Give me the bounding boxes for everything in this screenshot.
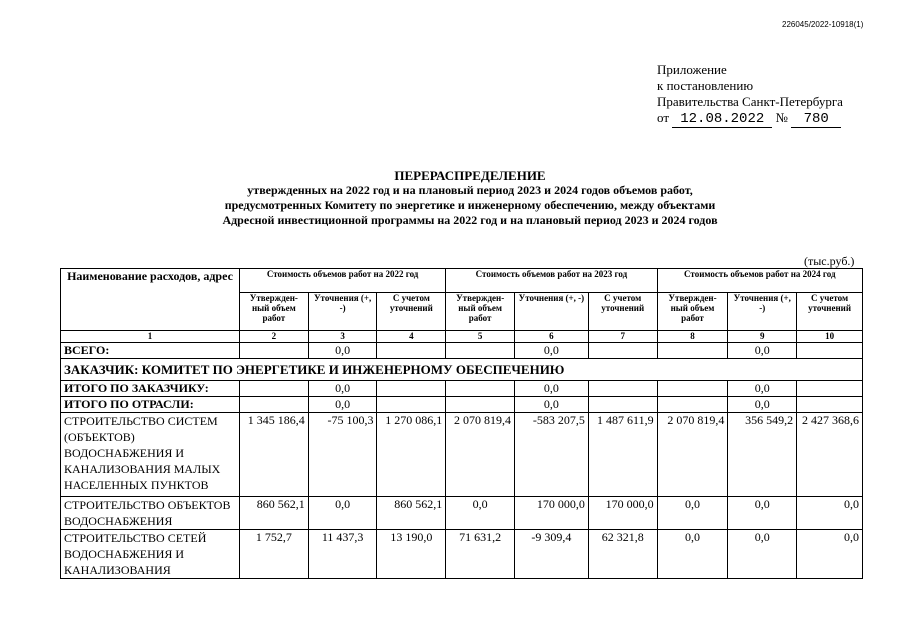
col-number: 2 <box>239 331 308 343</box>
cell <box>588 397 657 413</box>
industry-total-label: ИТОГО ПО ОТРАСЛИ: <box>61 397 240 413</box>
cell: 1 752,7 <box>239 530 308 579</box>
attachment-line2: к постановлению <box>657 78 754 93</box>
header-name: Наименование расходов, адрес <box>61 269 240 331</box>
total-label: ВСЕГО: <box>61 343 240 359</box>
sub-approved: Утвержден-ный объем работ <box>239 293 308 331</box>
cell <box>446 381 515 397</box>
cell <box>377 343 446 359</box>
cell: 13 190,0 <box>377 530 446 579</box>
cell: -75 100,3 <box>308 413 377 497</box>
sub-changes: Уточнения (+, -) <box>515 293 589 331</box>
cell: 1 345 186,4 <box>239 413 308 497</box>
cell: 356 549,2 <box>728 413 797 497</box>
units-label: (тыс.руб.) <box>804 254 855 268</box>
industry-total-row <box>61 397 863 413</box>
col-number: 7 <box>588 331 657 343</box>
total-row <box>61 343 863 359</box>
cell <box>377 397 446 413</box>
cell: 0,0 <box>446 497 515 530</box>
header-2022: Стоимость объемов работ на 2022 год <box>239 269 445 293</box>
cell: 0,0 <box>728 381 797 397</box>
table-row <box>61 413 863 497</box>
cell: 2 070 819,4 <box>446 413 515 497</box>
cell: 2 427 368,6 <box>797 413 863 497</box>
col-number: 4 <box>377 331 446 343</box>
cell: 0,0 <box>308 397 377 413</box>
col-number: 8 <box>657 331 728 343</box>
cell: 0,0 <box>308 497 377 530</box>
from-label: от <box>657 110 670 125</box>
col-number: 9 <box>728 331 797 343</box>
row-name: СТРОИТЕЛЬСТВО СИСТЕМ (ОБЪЕКТОВ) ВОДОСНАБЖЕНИЯ И КАНАЛИЗОВАНИЯ МАЛЫХ НАСЕЛЕННЫХ ПУНКТОВ <box>61 413 240 497</box>
title-line1: ПЕРЕРАСПРЕДЕЛЕНИЕ <box>394 168 546 183</box>
cell: 62 321,8 <box>588 530 657 579</box>
col-number: 6 <box>515 331 589 343</box>
cell: 170 000,0 <box>515 497 589 530</box>
col-number: 1 <box>61 331 240 343</box>
cell: 860 562,1 <box>377 497 446 530</box>
header-2023: Стоимость объемов работ на 2023 год <box>446 269 657 293</box>
cell: 0,0 <box>515 343 589 359</box>
sub-with-changes: С учетом уточнений <box>588 293 657 331</box>
cell: 0,0 <box>657 497 728 530</box>
cell <box>239 381 308 397</box>
cell: -583 207,5 <box>515 413 589 497</box>
cell: 0,0 <box>515 381 589 397</box>
cell: 0,0 <box>728 530 797 579</box>
customer-total-label: ИТОГО ПО ЗАКАЗЧИКУ: <box>61 381 240 397</box>
decree-number: 780 <box>791 111 841 128</box>
number-label: № <box>775 110 788 125</box>
row-name: СТРОИТЕЛЬСТВО ОБЪЕКТОВ ВОДОСНАБЖЕНИЯ <box>61 497 240 530</box>
col-number: 3 <box>308 331 377 343</box>
cell: 71 631,2 <box>446 530 515 579</box>
attachment-line1: Приложение <box>657 62 727 77</box>
cell <box>657 343 728 359</box>
cell: 1 270 086,1 <box>377 413 446 497</box>
cell <box>588 343 657 359</box>
document-title <box>190 168 750 228</box>
attachment-block <box>657 62 843 128</box>
col-number: 5 <box>446 331 515 343</box>
sub-changes: Уточнения (+, -) <box>308 293 377 331</box>
cell <box>239 343 308 359</box>
table-row <box>61 530 863 579</box>
title-line3: предусмотренных Комитету по энергетике и инженерному обеспечению, между объектами <box>224 198 716 212</box>
cell: 0,0 <box>797 497 863 530</box>
cell: 860 562,1 <box>239 497 308 530</box>
cell <box>588 381 657 397</box>
cell <box>797 381 863 397</box>
table-row <box>61 497 863 530</box>
sub-approved: Утвержден-ный объем работ <box>446 293 515 331</box>
cell: 0,0 <box>728 397 797 413</box>
cell <box>377 381 446 397</box>
cell <box>657 381 728 397</box>
cell: 0,0 <box>728 497 797 530</box>
cell: 170 000,0 <box>588 497 657 530</box>
cell: 0,0 <box>657 530 728 579</box>
cell <box>797 343 863 359</box>
sub-with-changes: С учетом уточнений <box>797 293 863 331</box>
cell <box>797 397 863 413</box>
sub-approved: Утвержден-ный объем работ <box>657 293 728 331</box>
attachment-line3: Правительства Санкт-Петербурга <box>657 94 843 109</box>
cell: 0,0 <box>308 343 377 359</box>
sub-with-changes: С учетом уточнений <box>377 293 446 331</box>
customer-label: ЗАКАЗЧИК: КОМИТЕТ ПО ЭНЕРГЕТИКЕ И ИНЖЕНЕРНОМУ ОБЕСПЕЧЕНИЮ <box>61 359 863 381</box>
cell: -9 309,4 <box>515 530 589 579</box>
sub-changes: Уточнения (+, -) <box>728 293 797 331</box>
cell: 0,0 <box>515 397 589 413</box>
cell <box>239 397 308 413</box>
attachment-date-line <box>657 110 843 128</box>
cell: 0,0 <box>797 530 863 579</box>
cell <box>657 397 728 413</box>
col-number: 10 <box>797 331 863 343</box>
decree-date: 12.08.2022 <box>672 111 772 128</box>
cell: 0,0 <box>728 343 797 359</box>
cell: 2 070 819,4 <box>657 413 728 497</box>
customer-total-row <box>61 381 863 397</box>
cell: 11 437,3 <box>308 530 377 579</box>
customer-row <box>61 359 863 381</box>
cell <box>446 397 515 413</box>
document-number: 226045/2022-10918(1) <box>782 20 864 29</box>
cell: 0,0 <box>308 381 377 397</box>
title-line2: утвержденных на 2022 год и на плановый период 2023 и 2024 годов объемов работ, <box>247 183 693 197</box>
title-line4: Адресной инвестиционной программы на 2022 год и на плановый период 2023 и 2024 годов <box>222 213 718 227</box>
cell: 1 487 611,9 <box>588 413 657 497</box>
row-name: СТРОИТЕЛЬСТВО СЕТЕЙ ВОДОСНАБЖЕНИЯ И КАНАЛИЗОВАНИЯ <box>61 530 240 579</box>
cell <box>446 343 515 359</box>
redistribution-table <box>60 268 863 579</box>
header-2024: Стоимость объемов работ на 2024 год <box>657 269 862 293</box>
